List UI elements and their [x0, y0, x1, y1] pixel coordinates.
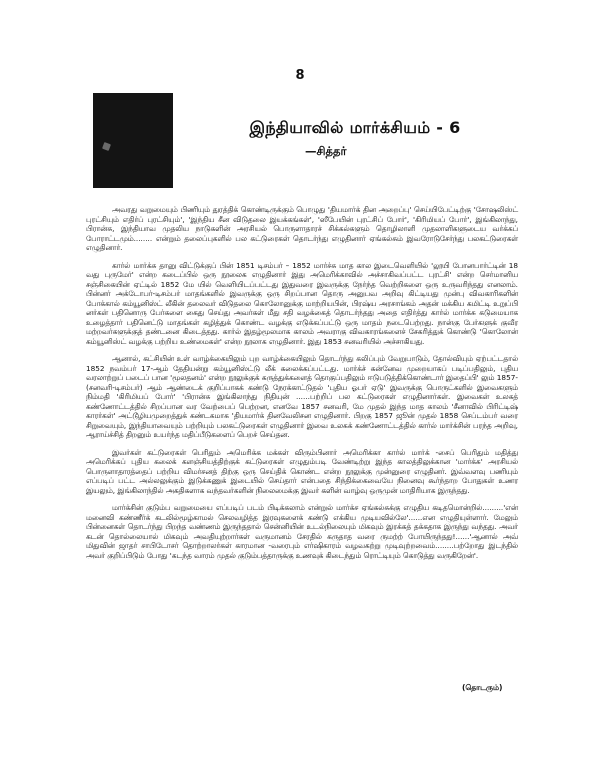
- continued-note: (தொடரும்): [462, 683, 503, 692]
- paragraph: அவரது வறுமையும் பிணியும் துரத்திக் கொண்டிருக்கும் பொழுது 'தியமார்க் தின அறைப்பு' செய்யிபேட்டிற்கு 'சோஷலிஸ்ட் புரட்சியும் எதிர்ப் புரட்சியும்', 'இந்திய சீன விடுதலை இயக்கங்கள்', 'ஸீபேயின் புரட்சிப் போர்', 'கிரிமியப் போர்', இங்கிலாந்து, பிரான்சு, இந்தியாவ முதலிய நாடுகளின் அரசியல் பொருளாதாரச் சிக்கல்களும் தொழிலாளி முதலாளிகளுடைய வர்க்கப் போராட்டமும்........ என்றும் தலைப்புகளில் பல கட்டுரைகள் தொடர்ந்து எழுதினார் ஏங்கல்சும் இவரோடுசேர்ந்து பலகட்டுரைகள் எழுதினார்.: [86, 205, 518, 252]
- article-body: [86, 205, 518, 560]
- photo-highlight: [102, 142, 111, 151]
- paragraph: மார்க்சின் குடும்ப வறுமையை எப்படிப் படம் பிடிக்கலாம் என்றுல் மார்க்ச ஏங்கல்சுக்கு எழுதிய கடிதமொன்றில்.........'என் மனைவி கண்ணீர்க் கடலில்மூழ்காமல் செலவழித்த இரவுகளைக் கண்டு எக்கிய முடியவில்லே'......என எழுதியுள்ளார். மேலும் பின்னைகள் தொடர்ந்து பிறந்த வண்ணம் இருந்ததால் சென்னியின் உடல்நிலையும் மிகவும் இரக்கத் தக்கதாக இருந்து வந்தது. அவர் கடன் தொல்லையால் மிகவும் அவதியுற்றார்கள் வருமானம் சேரதில் கருதாத வரை ருமற்ற் போயிருந்தது!......'ஆனால் அவ் மிதுவின் ஜாதர் சாபிடோசர் தொற்றாலர்கள் காரமான -வரைபும் எர்ஷிகாரம் வழவகற்று முடிவுற்றவைம்........பற்றோது இடந்தில் அவர் குறிப்பிடும் போது 'கடந்த வாரம் முதல் குடும்பத்தாருக்கு உணவுக் கிடைந்தும் ரொட்டியும் கொடுத்து வருகிறேன்'.: [86, 503, 518, 560]
- article-author: —சித்தர்: [305, 144, 347, 158]
- article-title: இந்தியாவில் மார்க்சியம் - 6: [249, 118, 461, 137]
- page-number: 8: [295, 68, 305, 83]
- paragraph: ஆனால், கட்சியின் உள் வாழ்க்கையிலும் புற வாழ்க்கையிலும் தொடர்ந்து கலிப்பும் வேறுபாடும், தோல்வியும் ஏற்பட்டதால் 1852 நவம்பர் 17-ஆம் தேதியன்று கம்யூனிஸ்ட்டு லீக் கலைக்கப்பட்டது. மார்க்ச் கன்னேவ முறையாகப் படிப்பதிலும், புதிய வரலாற்றுப் படைப் பான 'மூலதனம்' என்ற நூலுக்குக் கருத்துக்களைத் தொகுப்பதிலும் ஈடுபடுத்திக்கொண்டார் இதைப்பி' லும் 1857-(சனவரி-டிசம்பர்) ஆம் ஆண்டைக் குறிப்பாகக் கண்டு நேரக்காட்டுதல் 'புதிய ஓபர் ஏடு' இவருக்கு பொருட்களில் இவைகளும் நிம்மதி 'கிரிமியப் போர்' 'பிரான்சு இங்கிலாந்து நிதியுன் ......பற்றிப் பல கட்டுரைகள் எழுதினார்கள். இவைகள் உலகத் கண்ணோட்டத்தில் சிறப்பான வர வேற்பைப் பெற்றன, எனவே 1857 சனவரி, மே முதல் இந்த மாத காலம் 'சீனாவில் பிரிட்டிஷ் காரர்கள்' அட்டூழியமுறைத்துக் கண்டகமாக 'தியமார்க் தினவேலிசன எழுதினார். பிறகு 1857 ஜூன் முதல் 1858 செப்டம்பர் வரை சிறுவையும், இந்தியாவையும் பற்றியும் பலகட்டுரைகள் எழுதினார் இவை உலகக் கண்ணோட்டத்தில் கார்ல் மார்க்சின் பரந்த அறிவு, ஆராய்ச்சித் திறனும் உயர்ந்த மதிப்பீடுகளைப் பெறச் செய்தன.: [86, 354, 518, 439]
- paragraph: கார்ல் மார்க்சு தானு விட்டுக்குப் பின் 1851 டிசம்பர் – 1852 மார்ச்சு மாத கால இடைவெளியில் 'லூயி போனபார்ட்டின் 18 வது புருமேர்' என்ற கடைப்பில் ஒரு நூலைக எழுதினார் இது அமெரிக்காவில் அச்சாகிவப்பட்ட புரட்சி' என்ற செர்மானிய சஞ்சிகையின் ஏட்டில் 1852 மே யில் வெளியிடப்பட்டது இதுவரை இவருக்கு நேர்ந்த வெற்றிகளை ஒரு உருவரிந்தது எனலாம். பின்னர் அக்டோபர்-டிசம்பர் மாதங்களில் இவருக்கு ஒரு சிறப்பான தொரு அனுபவ அறிவு கிட்டியது முன்பு விவகாரிகளின் போக்கால் கம்யூனிஸ்ட் லீகின் தலைவர் விடுதலை கொலோனுக்கு மாற்றியபின், பிரஷ்ய அரசாங்கம் அதன் மக்கிய கமிட்டி உறுப்பி னர்கள் பதினொரு பேர்களை கைது செய்து அவர்கள் மீது சதி வழக்கைத் தொடர்ந்தது அதை எதிர்த்து கார்ல் மார்க்சு கடுமையாக உழைத்தார் பதினெட்டு மாதங்கள் கழித்துக் கொண்ட வழக்கு எடுக்கப்பட்டு ஒரு மாதம் நடைபெற்றது. நான்கு பேர்களுக் குவீர மற்றவர்களுக்குத் தண்டனை கிடைத்தது. கார்ல் இதழ்மூலமாக காலம் அவராகு விவகாரங்களைச் சேகரித்துக் கொண்டு 'கொலோன் கம்யூனிஸ்ட் வழக்கு பற்றிய உண்மைகள்' என்ற நூலாக எழுதினார். இது 1853 சனவரியில் அச்சாகியது.: [86, 260, 518, 346]
- paragraph: இவர்கள் கட்டுரைகள் பெரிதும் அமெரிக்க மக்கள் விரும்பினார் அமெரிக்கா கார்ல் மார்க் -சைப் பெரிதும் மதித்து அமெரிக்கப் புதிய கலைக் களஞ்சியத்திற்குக் கட்டுரைகள் எழுதும்படி வேண்டிற்று இந்த காலத்திலுக்கான 'மார்க்சு' அரசியல் பொருளாதாரத்தைப் பற்றிய விமர்சனத் திற்கு ஒரு செய்திக் கொண்ட என்ற நூலுக்கு முன்னுரை எழுதினர். இவ்வளவு பணியும் எப்படிப் பட்ட அல்லலுக்கும் இடுக்கணுக் இடையில் செய்தார் என்பதை சிந்திக்கைவையே நினைவு கூர்ந்தாற போதுகள் உணர இயலும், இங்கிலாந்தில் அகதிகளாக வந்தவர்களின் நிலைமைக்கு இவர் களின் வாழ்வு ஒருமுன் மாதிரியாக இருந்தது.: [86, 447, 518, 495]
- author-photo: [93, 93, 173, 188]
